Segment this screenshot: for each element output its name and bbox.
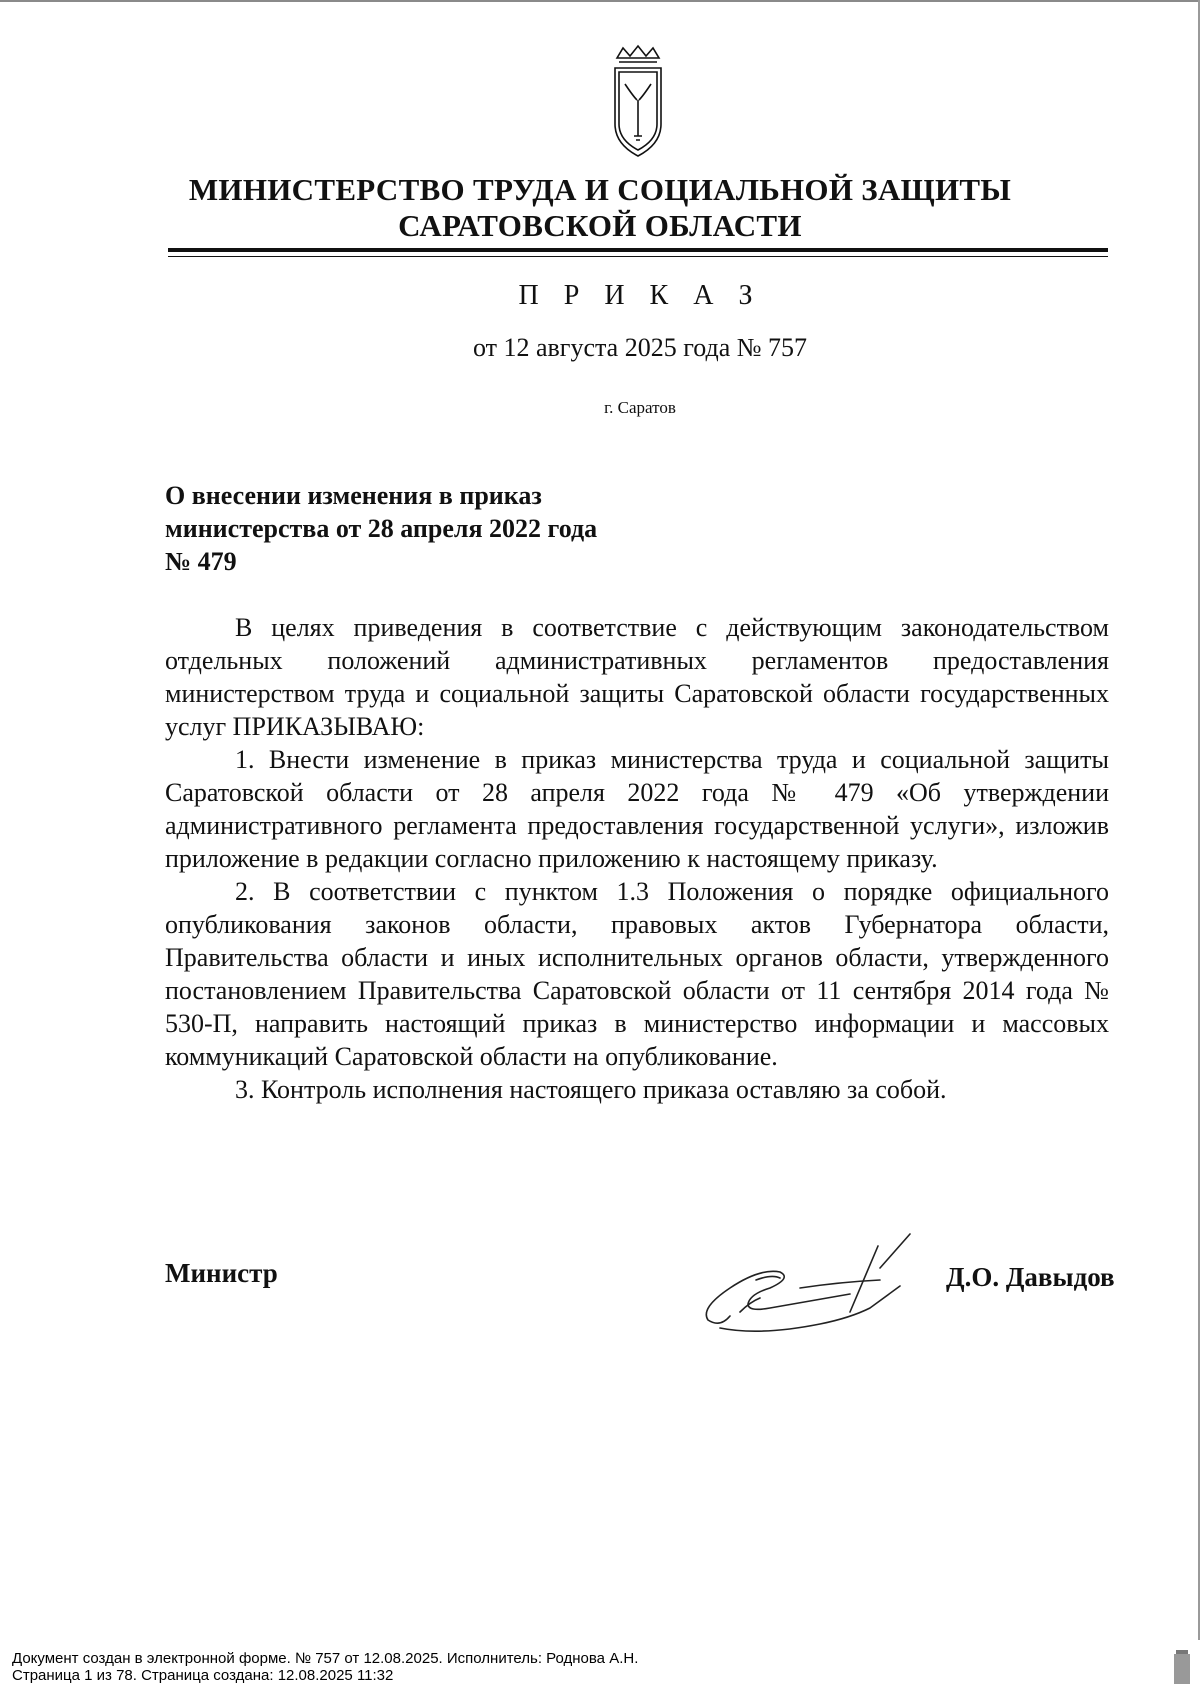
document-type: П Р И К А З: [518, 280, 762, 311]
signatory-title: Министр: [165, 1258, 278, 1288]
header-divider-thick: [168, 248, 1108, 252]
ministry-name: [0, 172, 1200, 244]
body-item-1: 1. Внести изменение в приказ министерства труда и социальной защиты Саратовской области от 28 апреля 2022 года № 479 «Об утверждении административного регламента предоставления государственной услуги», изложив приложение в редакции согласно приложению к настоящему приказу.: [165, 745, 1109, 873]
document-city: г. Саратов: [604, 398, 676, 417]
electronic-document-footer: [12, 1650, 638, 1684]
handwritten-signature: [700, 1228, 940, 1343]
page-top-border: [0, 0, 1200, 2]
subject-line2: министерства от 28 апреля 2022 года: [165, 514, 598, 543]
body-preamble: В целях приведения в соответствие с действующим законодательством отдельных положений административных регламентов предоставления министерством труда и социальной защиты Саратовской области государственных услуг ПРИКАЗЫВАЮ:: [165, 613, 1109, 741]
subject-line1: О внесении изменения в приказ: [165, 481, 542, 510]
header-divider-thin: [168, 256, 1108, 257]
footer-line2: Страница 1 из 78. Страница создана: 12.08.2025 11:32: [12, 1667, 394, 1684]
footer-line1: Документ создан в электронной форме. № 757 от 12.08.2025. Исполнитель: Роднова А.Н.: [12, 1650, 639, 1667]
document-date-number: от 12 августа 2025 года № 757: [472, 333, 808, 362]
order-subject: [165, 479, 685, 578]
document-stamp-icon: [1172, 1648, 1192, 1688]
coat-of-arms-icon: [603, 44, 673, 164]
ministry-name-line2: САРАТОВСКОЙ ОБЛАСТИ: [398, 208, 802, 243]
signatory-name: Д.О. Давыдов: [946, 1262, 1115, 1292]
order-body: [165, 611, 1109, 1106]
body-item-3: 3. Контроль исполнения настоящего приказа оставляю за собой.: [235, 1075, 947, 1104]
subject-line3: № 479: [165, 547, 237, 576]
ministry-name-line1: МИНИСТЕРСТВО ТРУДА И СОЦИАЛЬНОЙ ЗАЩИТЫ: [188, 172, 1012, 207]
body-item-2: 2. В соответствии с пунктом 1.3 Положения о порядке официального опубликования законов области, правовых актов Губернатора области, Правительства области и иных исполнительных органов области, утвержденного постановлением Правительства Саратовской области от 11 сентября 2014 года № 530-П, направить настоящий приказ в министерство информации и массовых коммуникаций Саратовской области на опубликование.: [165, 877, 1109, 1071]
